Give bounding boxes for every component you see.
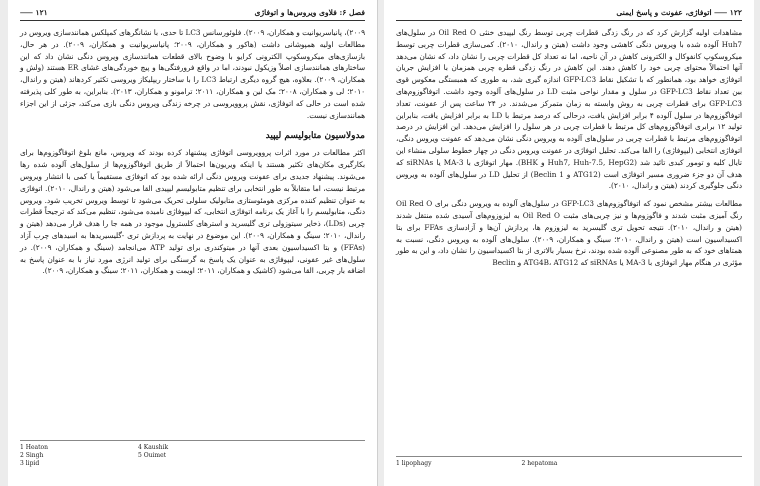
left-footnotes-col-2: [138, 444, 168, 468]
right-page: [384, 0, 754, 486]
footnote: 2 Singh: [20, 452, 44, 459]
left-header-title: فصل ۶: فلاوی ویروس‌ها و اتوفاژی: [254, 7, 365, 17]
footnote: 3 lipid: [20, 460, 40, 467]
footnote: 1 Heaton: [20, 444, 48, 451]
left-paragraph-2: اکثر مطالعات در مورد اثرات پروویروسی اتوفاژی پیشنهاد کرده بودند که ویروس، مانع بلوغ اتوفاگوزوم‌ها برای بکارگیری مکان‌های تکثیر هستند یا اینکه ویریون‌ها احتمالاً از طریق اتوفاگوزوم‌ها از سلول‌های آلوده شده رها می‌شوند. پیشنهاد جدیدی برای عفونت ویروس دنگی ارائه شده بود که اتوفاژی مستقیماً یا کمی با انتشار ویروس مرتبط نیست، اما متقابلاً به طور انتخابی برای تنظیم متابولیسم لیپیدی القا می‌شود (هیتن و راندال، ۲۰۱۰). اتوفاژی به عنوان تنظیم کننده مرکزی هومئوستازی متابولیک سلولی تحریک می‌شود تا توسط ویروس تخریب شود. ویروس دنگی، متابولیسم را با آغاز یک برنامه اتوفاژی انتخابی، که لیپوفاژی نامیده می‌شود، تنظیم می‌کند که ترجیحاً قطرات چربی (LDs)، ذخایر سیتوزولی تری گلیسرید و استرهای کلسترول موجود در همه جا را هدف قرار می‌دهد (هیتن و راندال، ۲۰۱۰؛ سینگ و همکاران، ۲۰۰۹). این موضوع در نهایت به پردازش تری -گلیسیریدها به اسیدهای چرب آزاد (FFAs) و بتا اکسیداسیون بعدی آنها در میتوکندری برای تولید ATP می‌انجامد (سینگ و همکاران، ۲۰۰۹). در سلول‌های غیر عفونی، لیپوفاژی به عنوان یک پاسخ به گرسنگی برای تولید انرژی مورد نیاز با به عنوان پاسخ به اضافه بار چربی، القا می‌شود (کاشیک و همکاران، ۲۰۱۱؛ اویمت و همکاران، ۲۰۱۱؛ سینگ و همکاران، ۲۰۰۹).: [20, 148, 366, 276]
footnote: 4 Kaushik: [137, 444, 169, 451]
left-footnotes-col-1: [20, 444, 48, 468]
right-footnotes-col-1: [396, 460, 432, 468]
left-page-header: [20, 6, 365, 21]
left-footnotes: [20, 440, 365, 468]
right-paragraph-2: مطالعات بیشتر مشخص نمود که اتوفاگوزوم‌های GFP-LC3 در سلول‌های آلوده به ویروس دنگی برای Oil Red O رنگ آمیزی مثبت شدند و فاگوزوم‌ها و نیز چربی‌های مثبت Oil Red O به لیزوزوم‌های آسیدی شده منتقل شدند (هیتن و راندال، ۲۰۱۰). نتیجه تحویل تری گلیسرید به لیزوزوم ها، پردازش آن‌ها و آزادسازی FFAs برای بتا اکسیداسیون است (هیتن و راندال، ۲۰۱۰؛ سینگ و همکاران، ۲۰۰۹). سلول‌های آلوده به ویروس دنگی، نسبت به همتاهای خود که به طور مصنوعی آلوده شده بودند، نرخ بسیار بالاتری از بتا اکسیداسیون را نشان داد، و این به طور مؤثری در هنگام مهار اتوفاژی با 3-MA یا siRNAs که ATG4B، ATG12 و Beclin: [396, 199, 743, 268]
footnote: 5 Ouimet: [137, 452, 167, 459]
section-heading-lipid-metabolism: مدولاسیون متابولیسم لیپید: [265, 131, 365, 142]
left-body: [20, 27, 365, 121]
right-paragraph-1: مشاهدات اولیه گزارش کرد که در رنگ زدگی قطرات چربی توسط رنگ لیپیدی خنثی Oil Red O در سلول‌های Huh7 آلوده شده با ویروس دنگی کاهشی وجود داشت (هیتن و راندال، ۲۰۱۰). کمی‌سازی قطرات چربی توسط میکروسکوپ کانفوکال و الکترونی کاهش در آن ناحیه، اما نه تعداد کل قطرات چربی را نشان داد، که نشان می‌دهد آنها احتمالاً محتوای چربی خود را کاهش دهند. این کاهش در رنگ زدگی قطره چربی همزمان با افزایش جریان اتوفاژی خواهد بود، همانطور که با تشکیل نقاط GFP-LC3 اندازه گیری شد، به طوری که همبستگی معکوس قوی بین تعداد نقاط GFP-LC3 در سلول و مقدار نواحی مثبت LD در سلول‌های آلوده وجود داشت. اتوفاگوزوم‌های GFP-LC3 برای قطرات چربی به روش وابسته به زمان متمرکز می‌شدند. در ۲۴ ساعت پس از عفونت، تعداد اتوفاگوزوم‌ها در سلول آلوده ۴ برابر افزایش یافت، درحالی که درصد مرتبط با LD به برابر افزایش یافت، بنابراین تولید ۱۲ برابری اتوفاگوزوم‌های کل مرتبط با قطرات چربی در هر سلول را افزایش می‌دهد. این افزایش در درصد اتوفاگوزوم‌های مرتبط با قطرات چربی در سلول‌های آلوده به ویروس دنگی نشان می‌دهد که عفونت ویروس دنگی، اتوفاژی انتخابی (لیپوفاژی) را القا می‌کند. تحلیل اتوفاژی در عفونت ویروس دنگی در چهار خطوط سلولی منشاء این تایال کلیه و تومور کبدی تائید شد (Huh7, Huh-7.5, HepG2 و BHK). مهار اتوفاژی با 3-MA یا siRNAs که هدف آن دو جزء ضروری مسیر اتوفاژی است (ATG12 و Beclin 1) از تحلیل LD در سلول‌های آلوده به ویروس دنگی جلوگیری کردند (هیتن و راندال، ۲۰۱۰).: [396, 28, 743, 191]
left-page: [8, 0, 378, 486]
right-footnotes-col-2: [522, 460, 558, 468]
right-body: [396, 27, 742, 269]
left-page-number: ۱۲۱ ⸺: [20, 7, 48, 17]
right-header-title: ۱۲۲ ⸺ اتوفاژی، عفونت و پاسخ ایمنی: [616, 7, 742, 17]
footnote: 1 lipophagy: [396, 460, 432, 467]
right-page-header: [396, 6, 742, 21]
right-footnotes: [396, 456, 742, 468]
left-paragraph-1: ۲۰۰۹)، پانیاسریوانیت و همکاران، ۲۰۰۹). فلوئورسانس LC3 تا حدی، با نشانگرهای کمپلکس همانندسازی ویروس در مطالعات اولیه همپوشانی داشت (هاکور و همکاران، ۲۰۰۹؛ پانیاسریوانیت و همکاران، ۲۰۰۹). در هر حال، بازسازی‌های میکروسکوپ الکترونی کرایو با وضوح بالای قطعات همانندسازی ویروس دنگی نشان داد که این ساختارهای همانندسازی اصلاً وزیکول نبودند، اما در واقع فرورفتگی‌ها و پیچ خوردگی‌های غشای ER هستند (ولش و همکاران، ۲۰۰۹). بعلاوه، هیچ گروه دیگری ارتباط LC3 را با ساختار ریپلیکاز ویروسی تکثیر کردهاند (هیتن و راندال، ۲۰۱۰؛ لی و همکاران، ۲۰۰۸؛ مک لین و همکاران، ۲۰۱۱؛ ترامونو و همکاران، ۲۰۱۳). بنابراین، به طور کلی پذیرفته شده است در حالی که اتوفاژی، نقش پروویروسی در چرخه زندگی ویروس دنگی بازی می‌کند، جزئی از این اجزاء همانندسازی نیست.: [20, 28, 365, 120]
left-body-2: [20, 147, 365, 277]
footnote: 2 hepatoma: [521, 460, 558, 467]
